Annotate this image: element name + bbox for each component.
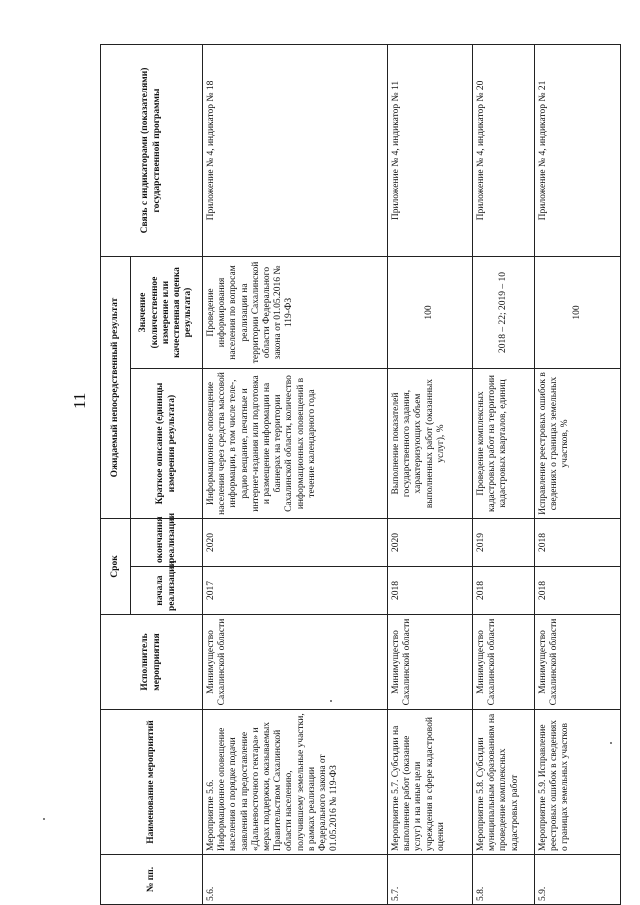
header-term-start: начала реализации xyxy=(131,567,203,615)
cell-end: 2020 xyxy=(203,519,388,567)
cell-value: Проведение информирования населения по вопросам реализации на территории Сахалинской области Федерального закона от 01.05.2016 № 119-ФЗ xyxy=(203,257,388,369)
cell-link: Приложение № 4, индикатор № 11 xyxy=(388,45,473,257)
cell-value: 100 xyxy=(388,257,473,369)
cell-name: Мероприятие 5.8. Субсидии муниципальным образованиям на проведение комплексных кадастровых работ xyxy=(473,710,535,855)
header-result-desc: Краткое описание (единицы измерения результата) xyxy=(131,369,203,519)
cell-num: 5.8. xyxy=(473,855,535,905)
cell-start: 2018 xyxy=(388,567,473,615)
cell-desc: Проведение комплексных кадастровых работ на территории кадастровых кварталов, единиц xyxy=(473,369,535,519)
cell-num: 5.6. xyxy=(203,855,388,905)
cell-num: 5.7. xyxy=(388,855,473,905)
table-row xyxy=(535,45,621,905)
cell-end: 2020 xyxy=(388,519,473,567)
cell-executor: Минимущество Сахалинской области xyxy=(535,615,621,710)
cell-start: 2017 xyxy=(203,567,388,615)
table-row xyxy=(388,45,473,905)
cell-desc: Исправление реестровых ошибок в сведениях о границах земельных участков, % xyxy=(535,369,621,519)
cell-name: Мероприятие 5.9. Исправление реестровых ошибок в сведениях о границах земельных участков xyxy=(535,710,621,855)
header-term-end: окончания реализации xyxy=(131,519,203,567)
cell-link: Приложение № 4, индикатор № 21 xyxy=(535,45,621,257)
cell-num: 5.9. xyxy=(535,855,621,905)
cell-name: Мероприятие 5.6. Информационное оповещение населения о порядке подачи заявлений на предоставление «Дальневосточного гектара» и мерах поддержки, оказываемых Правительством Сахалинской области населению, получившему земельные участки, в рамках реализации Федерального закона от 01.05.2016 № 119-ФЗ xyxy=(203,710,388,855)
cell-end: 2018 xyxy=(535,519,621,567)
header-result-value: Значение (количественное измерение или качественная оценка результата) xyxy=(131,257,203,369)
cell-executor: Минимущество Сахалинской области xyxy=(473,615,535,710)
header-result: Ожидаемый непосредственный результат xyxy=(101,257,131,519)
cell-name: Мероприятие 5.7. Субсидии на выполнение работ (оказание услуг) и на иные цели учреждения в сфере кадастровой оценки xyxy=(388,710,473,855)
cell-link: Приложение № 4, индикатор № 20 xyxy=(473,45,535,257)
cell-end: 2019 xyxy=(473,519,535,567)
cell-desc: Информационное оповещение населения через средства массовой информации, в том числе теле-, радио вещание, печатные и интернет-издания или подготовка и размещение информации на баннерах на территории Сахалинской области, количество информационных оповещений в течение календарного года xyxy=(203,369,388,519)
scan-speck xyxy=(43,818,45,820)
cell-start: 2018 xyxy=(535,567,621,615)
page-number: 11 xyxy=(70,392,89,409)
cell-value: 100 xyxy=(535,257,621,369)
cell-executor: Минимущество Сахалинской области xyxy=(388,615,473,710)
activities-table xyxy=(100,44,621,905)
cell-value: 2018 – 22; 2019 – 10 xyxy=(473,257,535,369)
cell-link: Приложение № 4, индикатор № 18 xyxy=(203,45,388,257)
header-name: Наименование мероприятий xyxy=(101,710,203,855)
header-executor: Исполнитель мероприятия xyxy=(101,615,203,710)
cell-start: 2018 xyxy=(473,567,535,615)
table-row xyxy=(473,45,535,905)
table-row xyxy=(203,45,388,905)
header-term: Срок xyxy=(101,519,131,615)
header-link: Связь с индикаторами (показателями) государственной программы xyxy=(101,45,203,257)
header-num: № пп. xyxy=(101,855,203,905)
cell-executor: Минимущество Сахалинской области xyxy=(203,615,388,710)
rotated-table-container xyxy=(100,45,620,905)
cell-desc: Выполнение показателей государственного задания, характеризующих объем выполненных работ (оказанных услуг), % xyxy=(388,369,473,519)
